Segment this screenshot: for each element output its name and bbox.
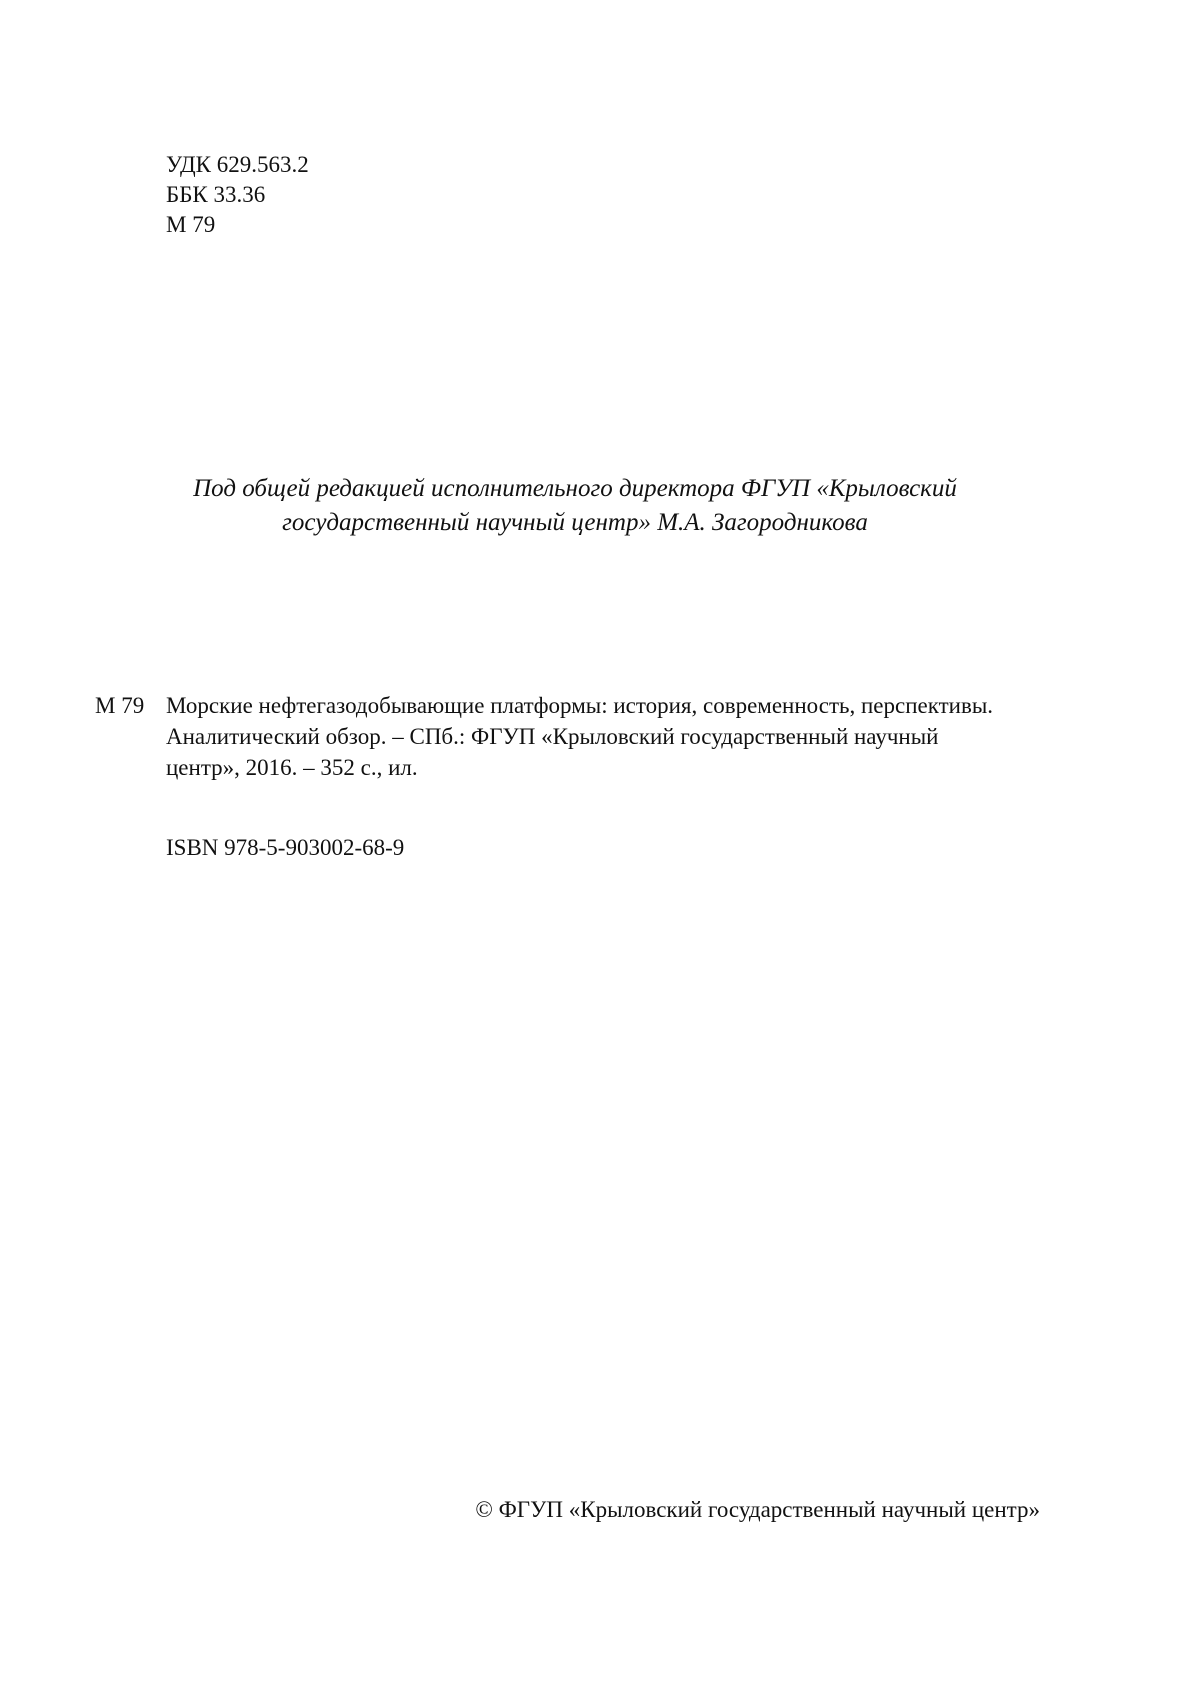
catalog-line-3: центр», 2016. – 352 с., ил. — [166, 755, 418, 780]
catalog-description — [166, 690, 1071, 783]
catalog-code: М 79 — [95, 693, 145, 718]
catalog-line-1: Морские нефтегазодобывающие платформы: история, современность, перспективы. — [166, 693, 994, 718]
author-mark: М 79 — [166, 212, 216, 237]
isbn: ISBN 978-5-903002-68-9 — [166, 835, 405, 860]
catalog-line-2: Аналитический обзор. – СПб.: ФГУП «Крыловский государственный научный — [166, 724, 939, 749]
udk-code: УДК 629.563.2 — [166, 152, 309, 177]
editor-note — [150, 472, 1000, 540]
editor-note-line-1: Под общей редакцией исполнительного директора ФГУП «Крыловский — [193, 475, 957, 502]
bbk-code: ББК 33.36 — [166, 182, 266, 207]
classification-block — [166, 150, 309, 240]
copyright-notice: © ФГУП «Крыловский государственный научный центр» — [475, 1497, 1040, 1522]
editor-note-line-2: государственный научный центр» М.А. Загородникова — [282, 509, 868, 536]
